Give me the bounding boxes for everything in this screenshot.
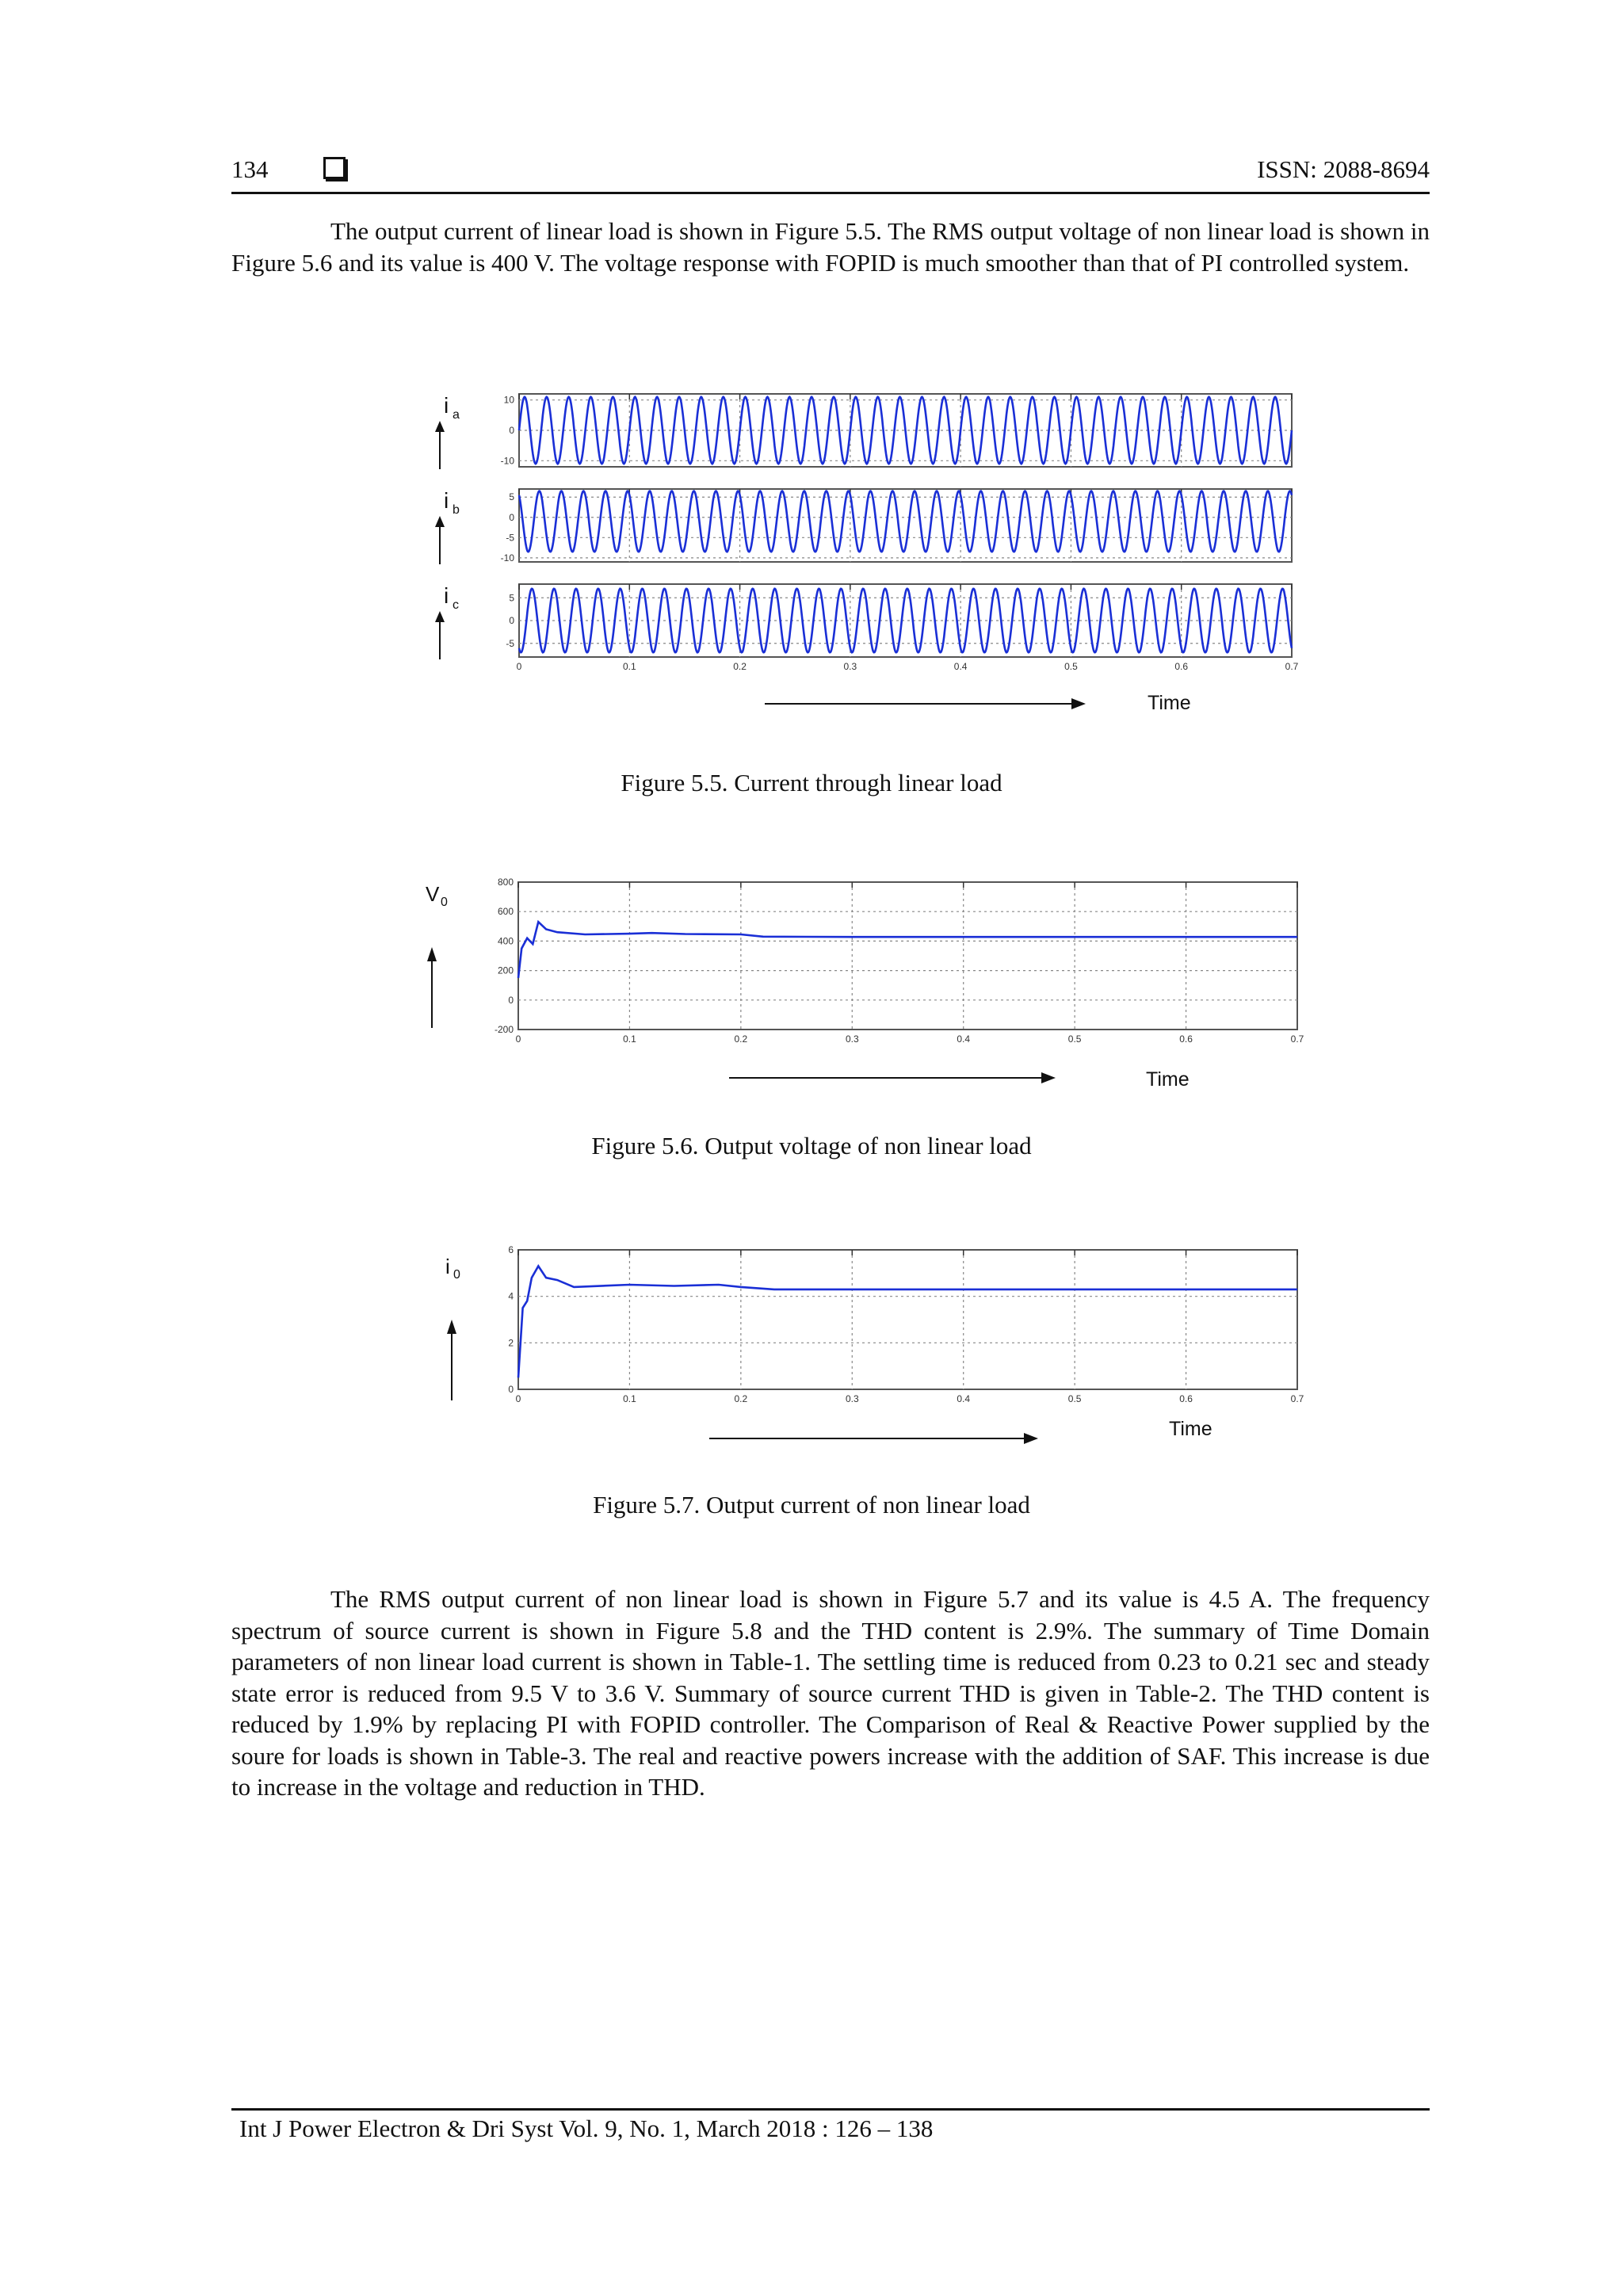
fig55-ia-y-tick-label: 10 bbox=[503, 394, 514, 406]
fig55-ylabel-ia: i bbox=[444, 393, 449, 418]
fig55-ylabel-ib: i bbox=[444, 488, 449, 513]
fig55-ylabel-sub-ib: b bbox=[453, 503, 460, 517]
fig56-y-tick-label: -200 bbox=[494, 1024, 514, 1035]
fig55-ib-y-tick-label: 0 bbox=[509, 511, 514, 523]
fig57-ylabel-sub: 0 bbox=[453, 1268, 460, 1282]
paragraph-1 bbox=[231, 216, 1430, 278]
fig57-x-tick-label: 0.5 bbox=[1067, 1393, 1082, 1404]
figure-5-5-plot bbox=[435, 393, 1299, 714]
fig55-ic-y-tick-label: -5 bbox=[506, 637, 514, 649]
fig56-time-arrowhead-icon bbox=[1041, 1072, 1056, 1083]
header-rule bbox=[231, 192, 1430, 194]
figure-5-5-caption: Figure 5.5. Current through linear load bbox=[621, 769, 1002, 797]
fig56-x-tick-label: 0.4 bbox=[957, 1033, 971, 1045]
fig57-y-tick-label: 6 bbox=[508, 1244, 514, 1255]
issn-label: ISSN: 2088-8694 bbox=[1257, 155, 1430, 183]
figure-5-5 bbox=[428, 380, 1323, 721]
fig55-ib-y-tick-label: 5 bbox=[509, 491, 514, 503]
paragraph-2 bbox=[231, 1584, 1430, 1803]
fig55-time-arrowhead-icon bbox=[1071, 698, 1086, 709]
figure-5-7-caption: Figure 5.7. Output current of non linear load bbox=[593, 1491, 1030, 1519]
fig56-ylabel-sub: 0 bbox=[441, 896, 448, 909]
fig55-ic-x-tick-label: 0.2 bbox=[733, 661, 747, 672]
fig57-ylabel: i bbox=[445, 1255, 450, 1278]
figure-5-7 bbox=[428, 1232, 1323, 1462]
footer-citation: Int J Power Electron & Dri Syst Vol. 9, No. 1, March 2018 : 126 – 138 bbox=[239, 2115, 934, 2142]
fig55-ic-x-tick-label: 0.7 bbox=[1285, 661, 1299, 672]
fig57-y-tick-label: 2 bbox=[508, 1337, 514, 1349]
fig55-ylabel-sub-ic: c bbox=[453, 598, 459, 612]
figure-5-6 bbox=[412, 868, 1323, 1098]
fig55-ic-y-tick-label: 5 bbox=[509, 592, 514, 604]
page-number: 134 bbox=[231, 155, 269, 183]
fig57-x-tick-label: 0.6 bbox=[1179, 1393, 1193, 1404]
figure-5-7-plot bbox=[445, 1244, 1304, 1444]
fig57-x-tick-label: 0.3 bbox=[845, 1393, 859, 1404]
figure-5-6-plot bbox=[426, 877, 1304, 1091]
fig55-arrowhead-icon bbox=[435, 516, 445, 527]
fig57-y-tick-label: 4 bbox=[508, 1290, 514, 1302]
fig56-x-tick-label: 0.2 bbox=[734, 1033, 748, 1045]
paragraph-2-text: The RMS output current of non linear load is shown in Figure 5.7 and its value is 4.5 A. The frequency spectrum of source current is shown in Figure 5.8 and the THD content is 2.9%. The summary of Time Domain parameters of non linear load current is shown in Table-1. The settling time is reduced from 0.23 to 0.21 sec and steady state error is reduced from 9.5 V to 3.6 V. Summary of source current THD is given in Table-2. The THD content is reduced by 1.9% by replacing PI with FOPID controller. The Comparison of Real & Reactive Power supplied by the soure for loads is shown in Table-3. The real and reactive powers increase with the addition of SAF. This increase is due to increase in the voltage and reduction in THD. bbox=[231, 1585, 1430, 1801]
fig56-x-tick-label: 0.3 bbox=[845, 1033, 859, 1045]
fig55-arrowhead-icon bbox=[435, 611, 445, 622]
fig57-x-tick-label: 0.7 bbox=[1290, 1393, 1304, 1404]
footer-rule bbox=[231, 2108, 1430, 2111]
fig56-y-tick-label: 800 bbox=[497, 877, 514, 888]
fig55-ia-y-tick-label: 0 bbox=[509, 425, 514, 436]
fig56-x-tick-label: 0.1 bbox=[623, 1033, 636, 1045]
fig57-x-tick-label: 0.1 bbox=[623, 1393, 636, 1404]
fig56-xlabel: Time bbox=[1146, 1068, 1190, 1091]
fig57-plot-frame bbox=[518, 1250, 1297, 1389]
fig55-ylabel-ic: i bbox=[444, 583, 449, 608]
fig57-xlabel: Time bbox=[1169, 1418, 1212, 1440]
fig57-x-tick-label: 0.2 bbox=[734, 1393, 748, 1404]
fig55-ic-x-tick-label: 0.5 bbox=[1064, 661, 1078, 672]
fig55-ic-x-tick-label: 0 bbox=[516, 661, 522, 672]
fig56-x-tick-label: 0.7 bbox=[1290, 1033, 1304, 1045]
square-bullet-icon bbox=[323, 157, 346, 179]
fig56-x-tick-label: 0 bbox=[515, 1033, 521, 1045]
fig57-x-tick-label: 0 bbox=[515, 1393, 521, 1404]
fig56-plot-frame bbox=[518, 882, 1297, 1030]
fig55-ic-x-tick-label: 0.3 bbox=[843, 661, 857, 672]
fig56-y-tick-label: 0 bbox=[508, 994, 514, 1006]
fig56-y-tick-label: 400 bbox=[497, 935, 514, 947]
fig55-ic-y-tick-label: 0 bbox=[509, 615, 514, 626]
fig55-ib-y-tick-label: -10 bbox=[500, 552, 514, 563]
fig57-y-tick-label: 0 bbox=[508, 1384, 514, 1395]
fig55-arrowhead-icon bbox=[435, 421, 445, 432]
fig56-y-tick-label: 600 bbox=[497, 906, 514, 918]
figure-5-6-caption: Figure 5.6. Output voltage of non linear load bbox=[591, 1132, 1032, 1159]
fig55-ib-y-tick-label: -5 bbox=[506, 532, 514, 544]
fig55-xlabel: Time bbox=[1148, 692, 1191, 714]
fig56-arrowhead-icon bbox=[427, 947, 437, 961]
fig56-y-tick-label: 200 bbox=[497, 965, 514, 976]
fig56-ylabel: V bbox=[426, 882, 440, 906]
fig57-time-arrowhead-icon bbox=[1024, 1433, 1038, 1444]
fig57-arrowhead-icon bbox=[447, 1320, 456, 1334]
fig56-x-tick-label: 0.5 bbox=[1067, 1033, 1082, 1045]
fig57-x-tick-label: 0.4 bbox=[957, 1393, 971, 1404]
fig55-ylabel-sub-ia: a bbox=[453, 408, 460, 422]
fig55-ic-x-tick-label: 0.6 bbox=[1174, 661, 1189, 672]
fig56-x-tick-label: 0.6 bbox=[1179, 1033, 1193, 1045]
paragraph-1-text: The output current of linear load is shown in Figure 5.5. The RMS output voltage of non linear load is shown in Figure 5.6 and its value is 400 V. The voltage response with FOPID is much smoother than that of PI controlled system. bbox=[231, 217, 1430, 277]
fig55-ic-x-tick-label: 0.1 bbox=[622, 661, 636, 672]
fig55-ia-y-tick-label: -10 bbox=[500, 455, 514, 467]
fig55-ic-x-tick-label: 0.4 bbox=[953, 661, 968, 672]
